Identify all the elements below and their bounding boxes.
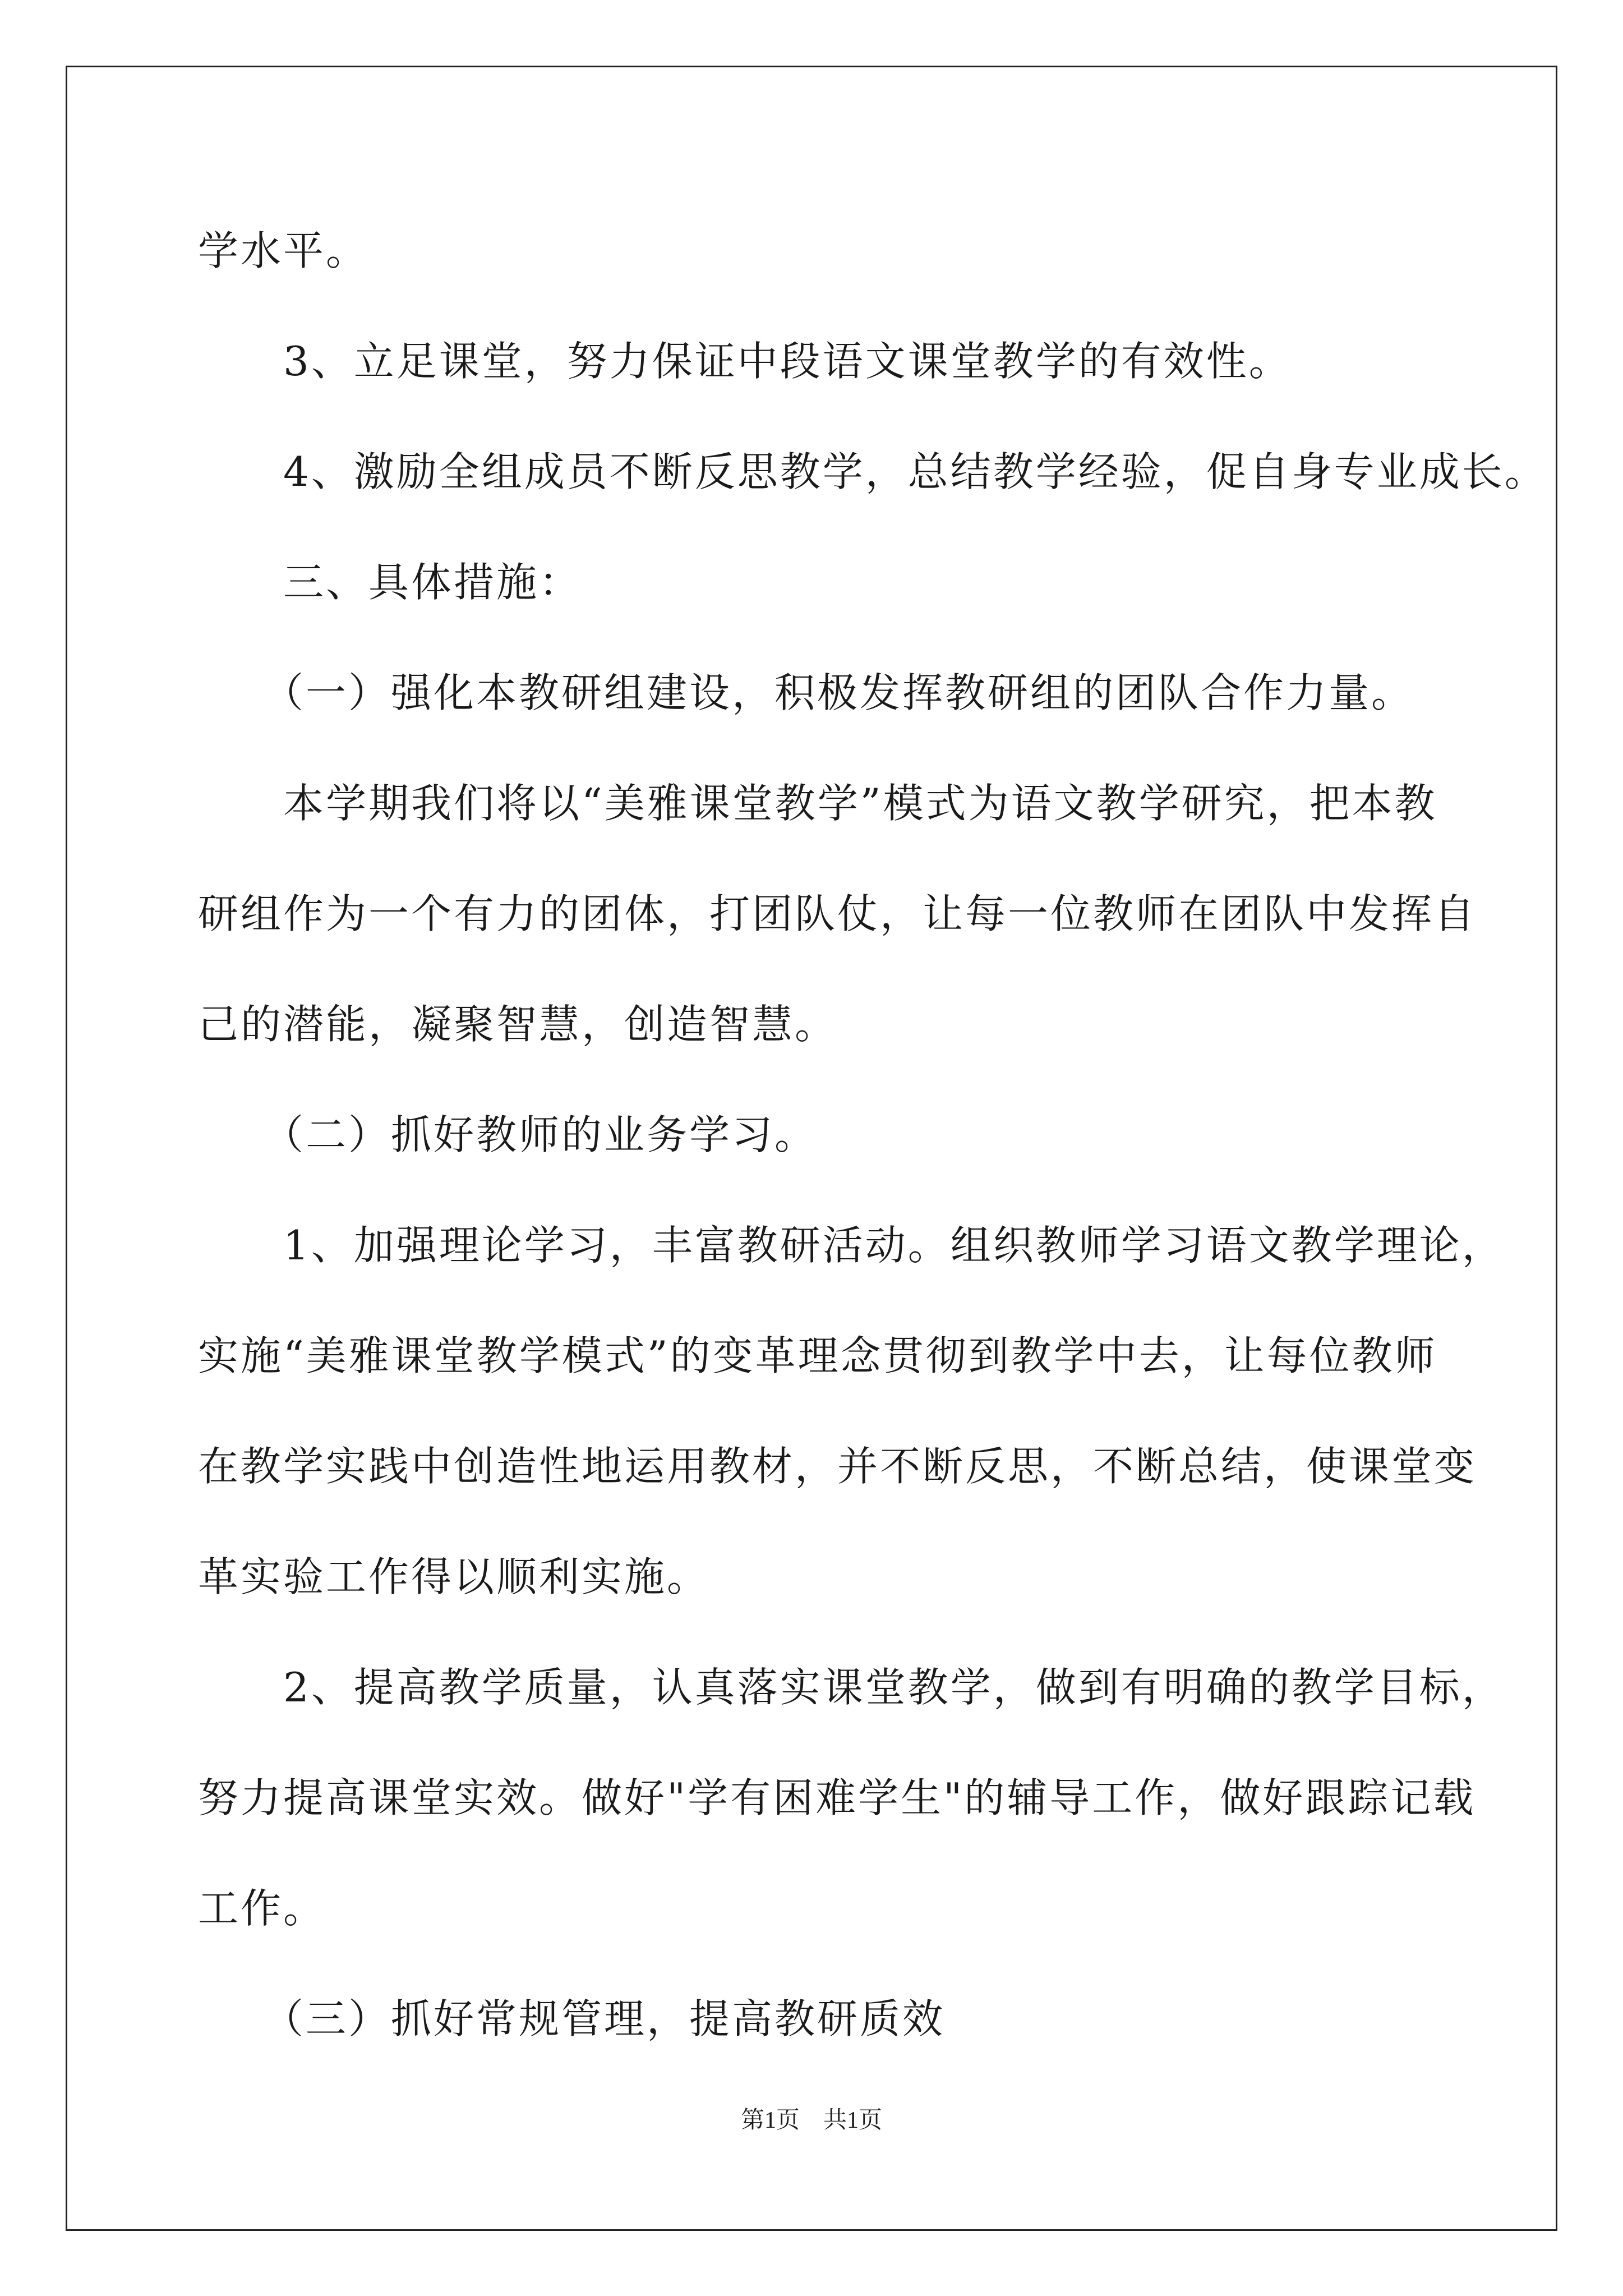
text-line: 努力提高课堂实效。做好"学有困难学生"的辅导工作，做好跟踪记载 [198,1774,1476,1821]
text-line: 己的潜能，凝聚智慧，创造智慧。 [198,1001,838,1048]
text-line: 本学期我们将以“美雅课堂教学”模式为语文教学研究，把本教 [198,780,1437,827]
section-heading: 三、具体措施： [198,559,582,606]
text-line: 研组作为一个有力的团体，打团队仗，让每一位教师在团队中发挥自 [198,890,1477,937]
text-line: 工作。 [198,1885,326,1932]
subsection-heading: （二）抓好教师的业务学习。 [198,1111,818,1158]
text-line: 3、立足课堂，努力保证中段语文课堂教学的有效性。 [198,338,1292,385]
text-line: 革实验工作得以顺利实施。 [198,1553,710,1600]
text-line: 1、加强理论学习，丰富教研活动。组织教师学习语文教学理论， [198,1222,1505,1269]
text-line: 在教学实践中创造性地运用教材，并不断反思，不断总结，使课堂变 [198,1443,1477,1490]
text-line: 2、提高教学质量，认真落实课堂教学，做到有明确的教学目标， [198,1664,1505,1711]
subsection-heading: （一）强化本教研组建设，积极发挥教研组的团队合作力量。 [198,669,1414,716]
page-footer: 第1页 共1页 [740,2108,882,2133]
text-line: 实施“美雅课堂教学模式”的变革理念贯彻到教学中去，让每位教师 [198,1332,1437,1379]
text-line: 学水平。 [198,227,369,274]
text-line: 4、激励全组成员不断反思教学，总结教学经验，促自身专业成长。 [198,448,1547,495]
subsection-heading: （三）抓好常规管理，提高教研质效 [198,1995,946,2042]
